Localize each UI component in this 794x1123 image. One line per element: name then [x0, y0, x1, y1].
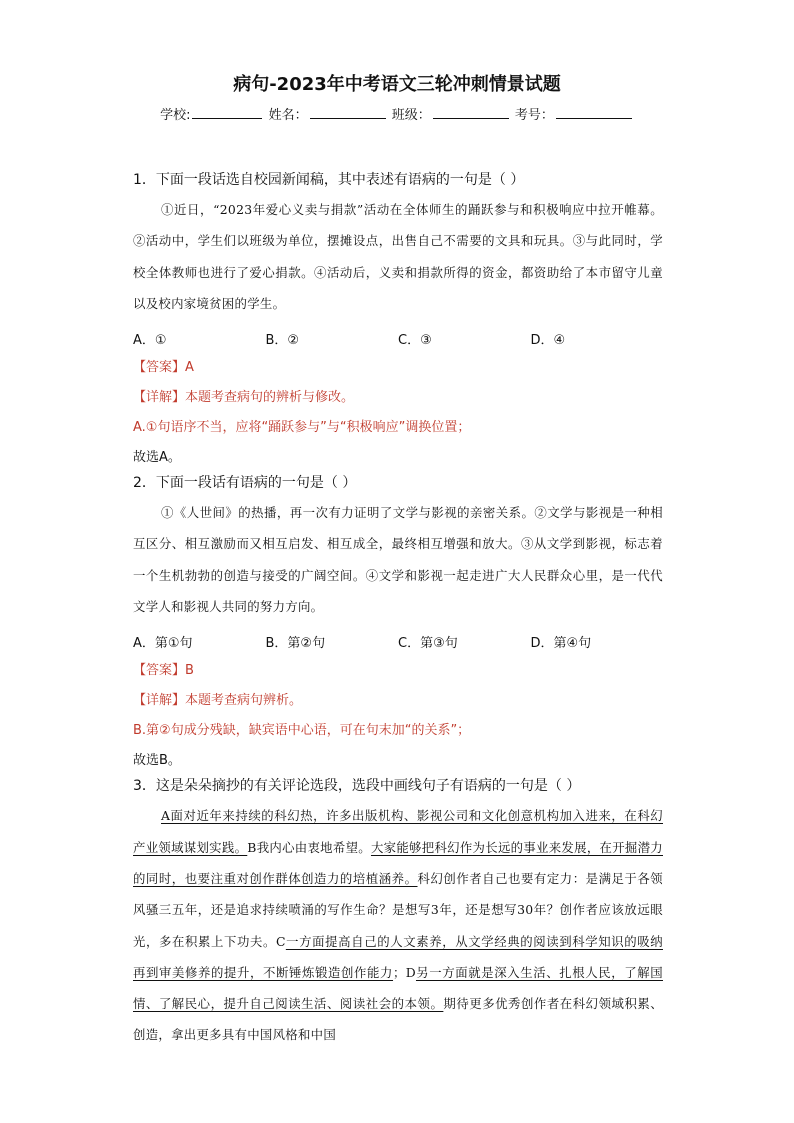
analysis-line: A.①句语序不当，应将“踊跃参与”与“积极响应”调换位置； — [133, 420, 471, 436]
school-label: 学校: — [160, 108, 191, 123]
school-blank[interactable] — [192, 106, 262, 119]
passage-text: 期待更多优秀创作者在科幻领域积累、创造，拿出更多具有中国风格和中国 — [133, 996, 663, 1043]
underlined-sentence-d: 另一方面就是深入生活、扎根人民，了解国情、了解民心，提升自己阅读生活、阅读社会的本领。 — [133, 964, 663, 1012]
option-a[interactable]: A．① — [133, 332, 167, 348]
option-row — [133, 626, 663, 656]
question-1 — [133, 170, 663, 473]
question-passage: ①近日，“2023年爱心义卖与捐款”活动在全体师生的踊跃参与和积极响应中拉开帷幕。②活动中，学生们以班级为单位，摆摊设点，出售自己不需要的文具和玩具。③与此同时，学校全体教师也进行了爱心捐款。④活动后，义卖和捐款所得的资金，都资助给了本市留守儿童以及校内家境贫困的学生。 — [133, 202, 663, 311]
option-d[interactable]: D．第④句 — [530, 635, 592, 651]
analysis-line: B.第②句成分残缺，缺宾语中心语，可在句末加“的关系”； — [133, 723, 471, 739]
name-label: 姓名： — [268, 108, 308, 123]
detail-line — [133, 383, 663, 413]
class-label: 班级： — [391, 108, 431, 123]
passage-text: B我内心由衷地希望。 — [247, 839, 371, 855]
option-b[interactable]: B．② — [265, 332, 300, 348]
option-b[interactable]: B．第②句 — [265, 635, 326, 651]
option-c[interactable]: C．第③句 — [398, 635, 458, 651]
option-c[interactable]: C．③ — [398, 332, 432, 348]
question-list — [133, 170, 663, 1051]
answer-line: 【答案】A — [133, 360, 194, 376]
exam-no-blank[interactable] — [556, 106, 632, 119]
detail-text: 【详解】本题考查病句的辨析与修改。 — [133, 390, 355, 406]
student-info-line — [0, 104, 794, 123]
passage-text: ；D — [393, 964, 416, 980]
question-passage: ①《人世间》的热播，再一次有力证明了文学与影视的亲密关系。②文学与影视是一种相互区分、相互激励而又相互启发、相互成全，最终相互增强和放大。③从文学到影视，标志着一个生机勃勃的创造与接受的广阔空间。④文学和影视一起走进广大人民群众心里，是一代代文学人和影视人共同的努力方向。 — [133, 505, 663, 615]
question-stem: 3．这是朵朵摘抄的有关评论选段，选段中画线句子有语病的一句是（ ） — [133, 778, 581, 795]
conclusion-line: 故选A。 — [133, 450, 181, 466]
underlined-sentence-b: 大家能够把科幻作为长远的事业来发展，在开掘潜力的同时，也要注重对创作群体创造力的培植涵养。 — [133, 839, 663, 886]
option-d[interactable]: D．④ — [530, 332, 566, 348]
answer-line: 【答案】B — [133, 663, 194, 679]
passage-text: 科幻创作者自己也要有定力：是满足于各领风骚三五年，还是追求持续喷涌的写作生命？是想写3年，还是想写30年？创作者应该放远眼光，多在积累上下功夫。C — [133, 870, 663, 949]
option-a[interactable]: A．第①句 — [133, 635, 193, 651]
conclusion-line: 故选B。 — [133, 753, 181, 769]
question-2 — [133, 473, 663, 776]
question-3 — [133, 776, 663, 1050]
detail-text: 【详解】本题考查病句辨析。 — [133, 693, 303, 709]
underlined-sentence-a: A面对近年来持续的科幻热，许多出版机构、影视公司和文化创意机构加入进来，在科幻产业领域谋划实践。 — [133, 808, 663, 855]
question-passage — [133, 800, 663, 1050]
detail-line — [133, 686, 663, 716]
name-blank[interactable] — [310, 106, 386, 119]
option-row — [133, 323, 663, 353]
exam-no-label: 考号： — [514, 108, 554, 123]
underlined-sentence-c: 一方面提高自己的人文素养，从文学经典的阅读到科学知识的吸纳再到审美修养的提升，不断锤炼锻造创作能力 — [133, 933, 663, 980]
question-stem: 2．下面一段话有语病的一句是（ ） — [133, 475, 357, 492]
class-blank[interactable] — [433, 106, 509, 119]
question-stem: 1．下面一段话选自校园新闻稿，其中表述有语病的一句是（ ） — [133, 172, 525, 188]
page-title: 病句-2023年中考语文三轮冲刺情景试题 — [233, 74, 561, 95]
